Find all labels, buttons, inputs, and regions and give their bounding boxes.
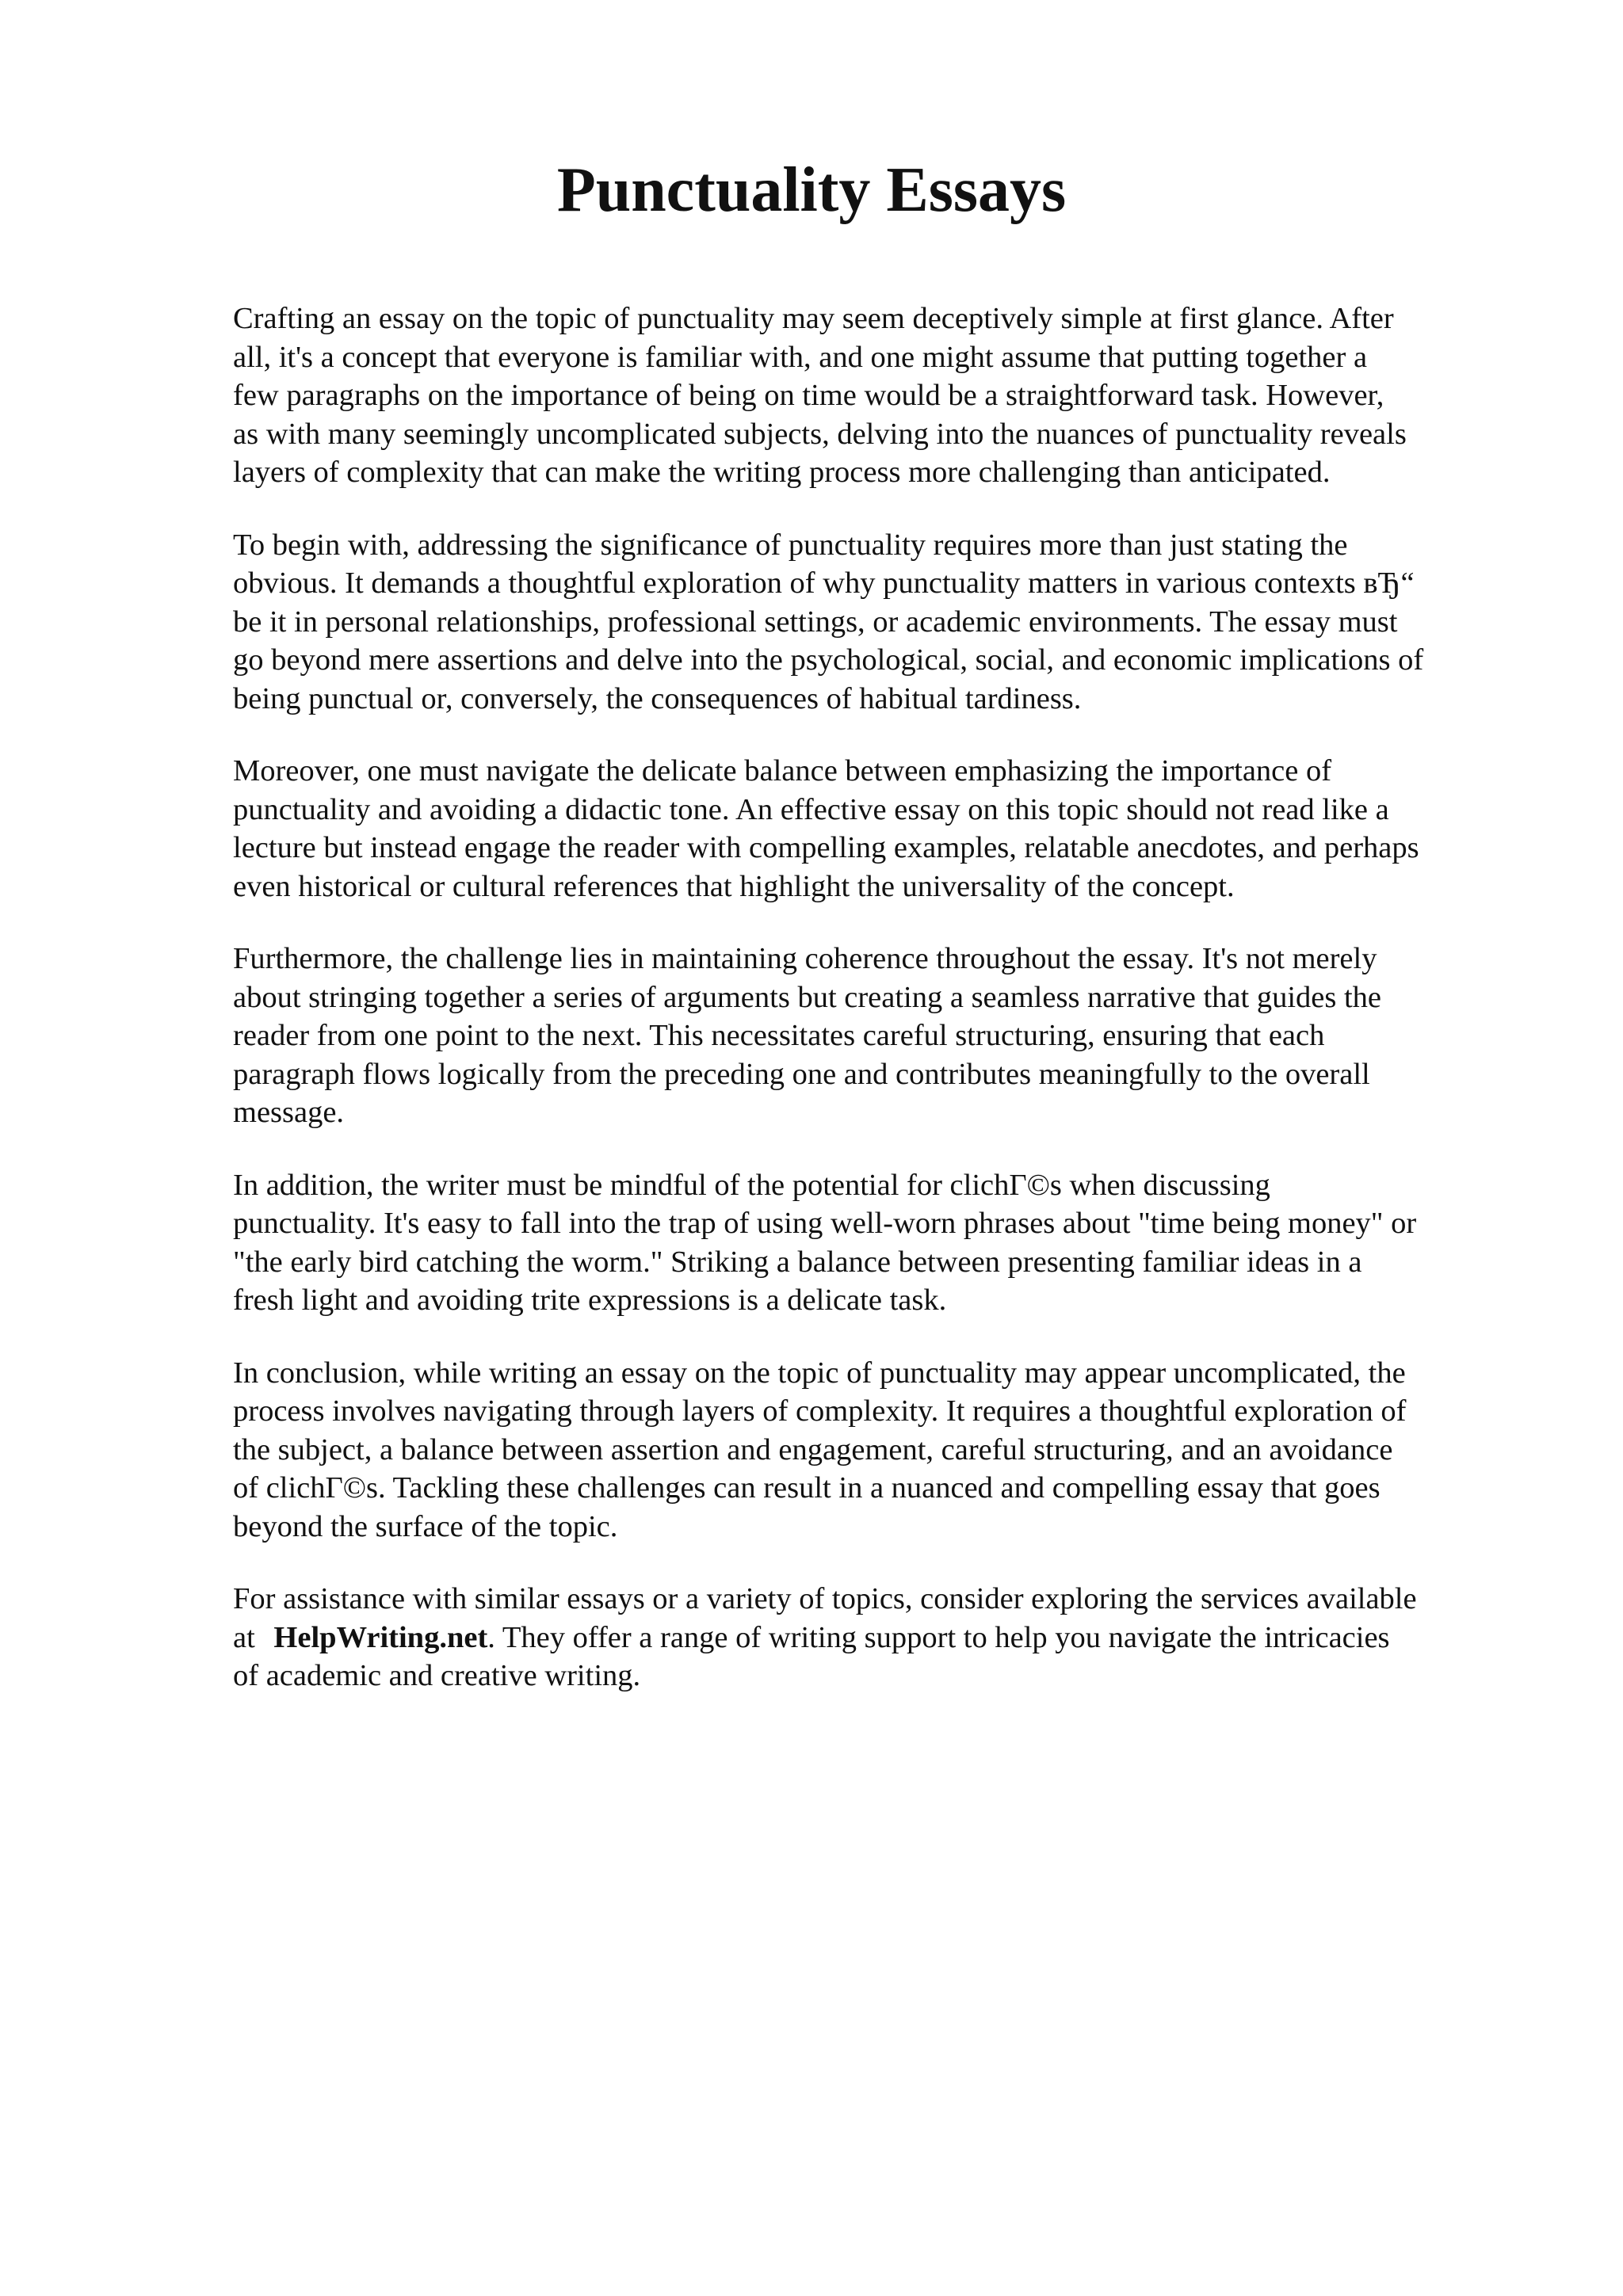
text-line: beyond the surface of the topic. bbox=[233, 1509, 618, 1543]
paragraph-4 bbox=[233, 940, 1541, 1132]
closing-suffix: . They offer a range of writing support to help you navigate the intricacies bbox=[487, 1620, 1390, 1654]
text-line: "the early bird catching the worm." Striking a balance between presenting familiar ideas in a bbox=[233, 1245, 1362, 1279]
text-line: In addition, the writer must be mindful of the potential for clichГ©s when discussing bbox=[233, 1168, 1270, 1202]
text-line: Crafting an essay on the topic of punctuality may seem deceptively simple at first glance. After bbox=[233, 302, 1394, 335]
paragraph-6 bbox=[233, 1354, 1541, 1547]
page-title: Punctuality Essays bbox=[556, 155, 1067, 225]
text-line: the subject, a balance between assertion and engagement, careful structuring, and an avoidance bbox=[233, 1432, 1393, 1466]
text-line: process involves navigating through layers of complexity. It requires a thoughtful exploration of bbox=[233, 1394, 1407, 1428]
text-line: as with many seemingly uncomplicated subjects, delving into the nuances of punctuality reveals bbox=[233, 417, 1407, 451]
text-line: Moreover, one must navigate the delicate balance between emphasizing the importance of bbox=[233, 754, 1332, 788]
text-line: fresh light and avoiding trite expressions is a delicate task. bbox=[233, 1283, 947, 1317]
text-line: even historical or cultural references that highlight the universality of the concept. bbox=[233, 869, 1235, 903]
text-line: In conclusion, while writing an essay on the topic of punctuality may appear uncomplicated, the bbox=[233, 1356, 1406, 1390]
text-line: of academic and creative writing. bbox=[233, 1659, 641, 1692]
text-line: layers of complexity that can make the writing process more challenging than anticipated. bbox=[233, 456, 1331, 489]
text-line: punctuality. It's easy to fall into the trap of using well-worn phrases about "time being money" or bbox=[233, 1207, 1417, 1240]
text-line: being punctual or, conversely, the consequences of habitual tardiness. bbox=[233, 681, 1082, 715]
text-line: few paragraphs on the importance of being on time would be a straightforward task. However, bbox=[233, 379, 1384, 412]
paragraph-2 bbox=[233, 526, 1541, 719]
text-line: Furthermore, the challenge lies in maintaining coherence throughout the essay. It's not merely bbox=[233, 942, 1377, 975]
text-line: reader from one point to the next. This necessitates careful structuring, ensuring that each bbox=[233, 1019, 1325, 1052]
text-line: be it in personal relationships, professional settings, or academic environments. The essay must bbox=[233, 605, 1398, 639]
paragraph-1 bbox=[233, 299, 1541, 492]
text-line: go beyond mere assertions and delve into the psychological, social, and economic implications of bbox=[233, 643, 1424, 677]
text-line: paragraph flows logically from the preceding one and contributes meaningfully to the overall bbox=[233, 1057, 1370, 1091]
text-line: about stringing together a series of arguments but creating a seamless narrative that guides the bbox=[233, 980, 1382, 1014]
paragraph-5 bbox=[233, 1166, 1541, 1320]
text-line: of clichГ©s. Tackling these challenges can result in a nuanced and compelling essay that goes bbox=[233, 1471, 1381, 1505]
closing-prefix: at bbox=[233, 1620, 255, 1654]
essay-body bbox=[233, 299, 1541, 1730]
text-line: message. bbox=[233, 1096, 345, 1129]
text-line: all, it's a concept that everyone is familiar with, and one might assume that putting together a bbox=[233, 340, 1368, 374]
text-line: To begin with, addressing the significance of punctuality requires more than just stating the bbox=[233, 528, 1348, 562]
text-line-with-link bbox=[233, 1619, 1541, 1657]
text-line: lecture but instead engage the reader with compelling examples, relatable anecdotes, and perhaps bbox=[233, 831, 1419, 864]
text-line: punctuality and avoiding a didactic tone. An effective essay on this topic should not read like a bbox=[233, 792, 1389, 826]
paragraph-closing bbox=[233, 1580, 1541, 1695]
helpwriting-link[interactable]: HelpWriting.net bbox=[273, 1620, 488, 1654]
text-line: For assistance with similar essays or a variety of topics, consider exploring the services available bbox=[233, 1582, 1417, 1615]
text-line: obvious. It demands a thoughtful exploration of why punctuality matters in various contexts вЂ“ bbox=[233, 566, 1415, 600]
paragraph-3 bbox=[233, 752, 1541, 906]
